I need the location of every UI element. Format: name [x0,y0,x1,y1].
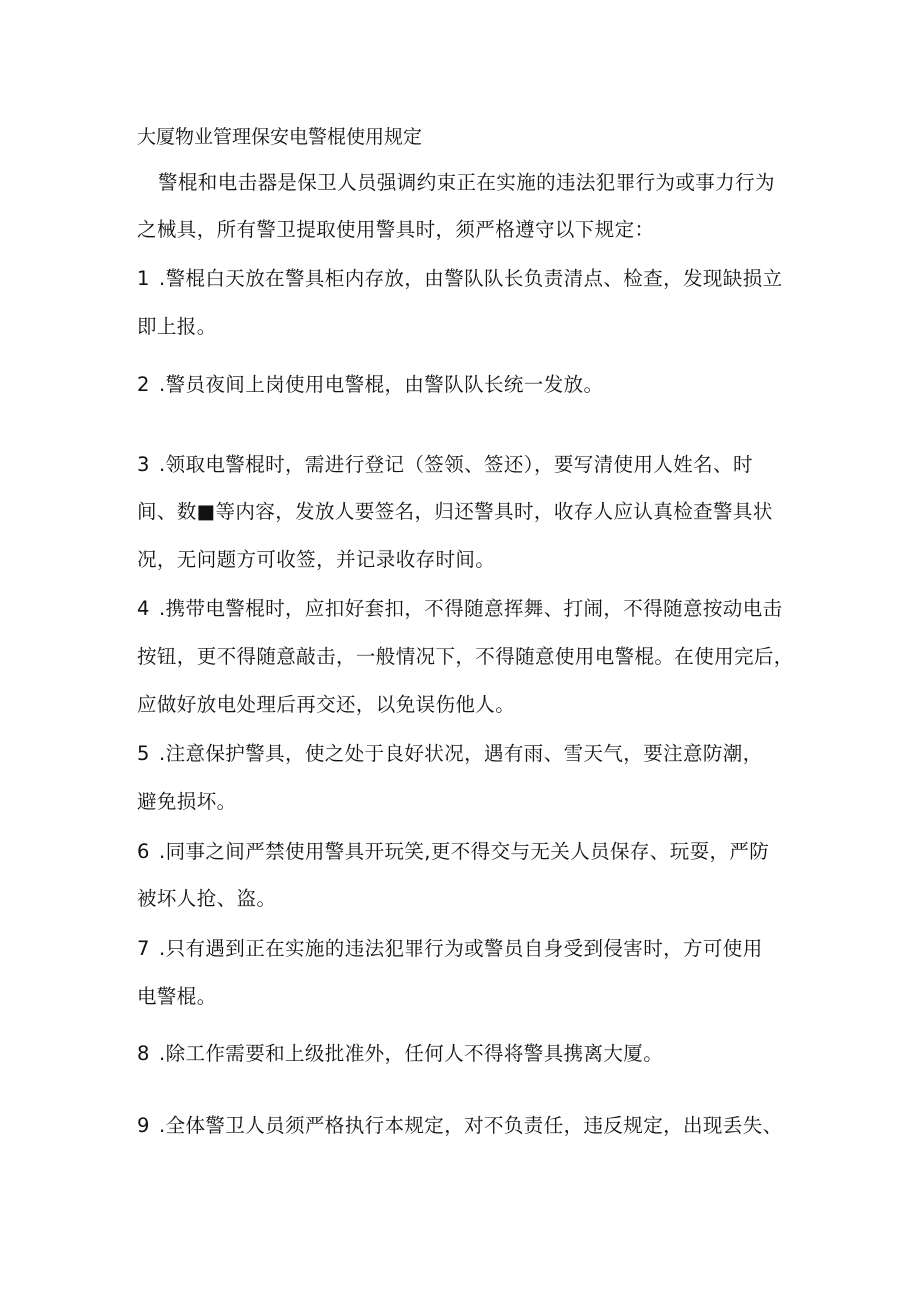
rule-item-5-cont: 避免损坏。 [137,790,237,813]
rule-item-2 [137,370,603,400]
rule-text: .携带电警棍时，应扣好套扣，不得随意挥舞、打闹，不得随意按动电击 [159,597,783,620]
rule-item-7-cont: 电警棍。 [137,985,217,1008]
rule-number: 4 [137,597,150,620]
rule-item-4-cont: 应做好放电处理后再交还，以免误伤他人。 [137,693,516,716]
rule-item-6-cont: 被坏人抢、盗。 [137,887,277,910]
rule-item-3 [137,450,753,480]
document-title: 大厦物业管理保安电警棍使用规定 [137,126,423,148]
rule-item-4 [137,594,783,624]
rule-item-8 [137,1039,663,1069]
rule-text: .领取电警棍时，需进行登记（签领、签还），要写清使用人姓名、时 [159,453,753,476]
rule-item-5 [137,739,763,769]
rule-item-1 [137,264,783,294]
rule-number: 3 [137,453,150,476]
rule-number: 5 [137,742,150,765]
rule-text: .只有遇到正在实施的违法犯罪行为或警员自身受到侵害时，方可使用 [159,937,763,960]
rule-text: .同事之间严禁使用警具开玩笑,更不得交与无关人员保存、玩耍，严防 [159,840,770,863]
rule-item-9 [137,1111,783,1141]
rule-item-4-cont: 按钮，更不得随意敲击，一般情况下，不得随意使用电警棍。在使用完后， [137,645,794,668]
rule-item-7 [137,934,763,964]
rule-item-6 [137,837,769,867]
rule-text: .除工作需要和上级批准外，任何人不得将警具携离大厦。 [159,1042,664,1065]
intro-line: 警棍和电击器是保卫人员强调约束正在实施的违法犯罪行为或事力行为 [158,171,775,194]
rule-number: 7 [137,937,150,960]
rule-number: 2 [137,373,150,396]
rule-item-3-cont: 间、数■等内容，发放人要签名，归还警具时，收存人应认真检查警具状 [137,500,773,523]
rule-item-3-cont: 况，无问题方可收签，并记录收存时间。 [137,548,496,571]
rule-text: .全体警卫人员须严格执行本规定，对不负责任，违反规定，出现丢失、 [159,1114,783,1137]
rule-text: .警员夜间上岗使用电警棍，由警队队长统一发放。 [159,373,604,396]
rule-item-1-cont: 即上报。 [137,315,217,338]
rule-number: 1 [137,267,150,290]
rule-number: 8 [137,1042,150,1065]
rule-text: .注意保护警具，使之处于良好状况，遇有雨、雪天气，要注意防潮， [159,742,763,765]
rule-text: .警棍白天放在警具柜内存放，由警队队长负责清点、检查，发现缺损立 [159,267,783,290]
rule-number: 9 [137,1114,150,1137]
rule-number: 6 [137,840,150,863]
intro-line: 之械具，所有警卫提取使用警具时，须严格遵守以下规定： [137,218,655,241]
